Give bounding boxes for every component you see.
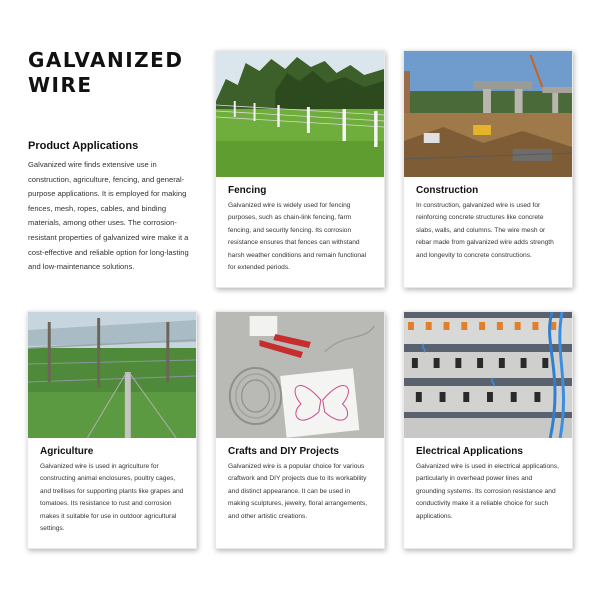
page-title	[28, 48, 200, 98]
agriculture-title: Agriculture	[40, 446, 94, 457]
fencing-title: Fencing	[228, 185, 267, 196]
construction-card	[403, 50, 573, 288]
page-title-line-2: WIRE	[28, 73, 93, 97]
agriculture-photo	[28, 312, 196, 438]
crafts-photo	[216, 312, 384, 438]
electrical-photo	[404, 312, 572, 438]
electrical-card	[403, 311, 573, 549]
electrical-description: Galvanized wire is used in electrical applications, particularly in overhead power lines and grounding systems. Its corrosion resistance and conductivity make it a reliable choice for such applications.	[416, 463, 559, 520]
electrical-title: Electrical Applications	[416, 446, 523, 457]
construction-photo	[404, 51, 572, 177]
crafts-description: Galvanized wire is a popular choice for various craftwork and DIY projects due to its workability and distinct appearance. It can be used in making sculptures, jewelry, floral arrangements, and other artistic creations.	[228, 463, 368, 520]
construction-description: In construction, galvanized wire is used for reinforcing concrete structures like concrete slabs, walls, and columns. The wire mesh or rebar made from galvanized wire adds strength and longevity to concrete constructions.	[416, 202, 554, 259]
intro-paragraph: Galvanized wire finds extensive use in construction, agriculture, fencing, and general-purpose applications. It is employed for making fences, mesh, ropes, cables, and binding materials, among other uses. The corrosion-resistant properties of galvanized wire make it a cost-effective and reliable option for long-lasting and low-maintenance solutions.	[28, 160, 189, 272]
agriculture-description: Galvanized wire is used in agriculture for constructing animal enclosures, poultry cages, and trellises for supporting plants like grapes and tomatoes. Its resistance to rust and corrosion makes it suitable for use in outdoor agricultural settings.	[40, 463, 184, 533]
page-title-line-1: GALVANIZED	[28, 48, 184, 72]
intro-section	[28, 48, 200, 275]
crafts-card	[215, 311, 385, 549]
fencing-card	[215, 50, 385, 288]
crafts-title: Crafts and DIY Projects	[228, 446, 339, 457]
fencing-description: Galvanized wire is widely used for fencing purposes, such as chain-link fencing, farm fencing, and security fencing. Its corrosion resistance ensures that fences can withstand harsh weather conditions and remain functional for extended periods.	[228, 202, 367, 272]
construction-title: Construction	[416, 185, 479, 196]
fencing-photo	[216, 51, 384, 177]
section-subheading: Product Applications	[28, 140, 139, 152]
agriculture-card	[27, 311, 197, 549]
